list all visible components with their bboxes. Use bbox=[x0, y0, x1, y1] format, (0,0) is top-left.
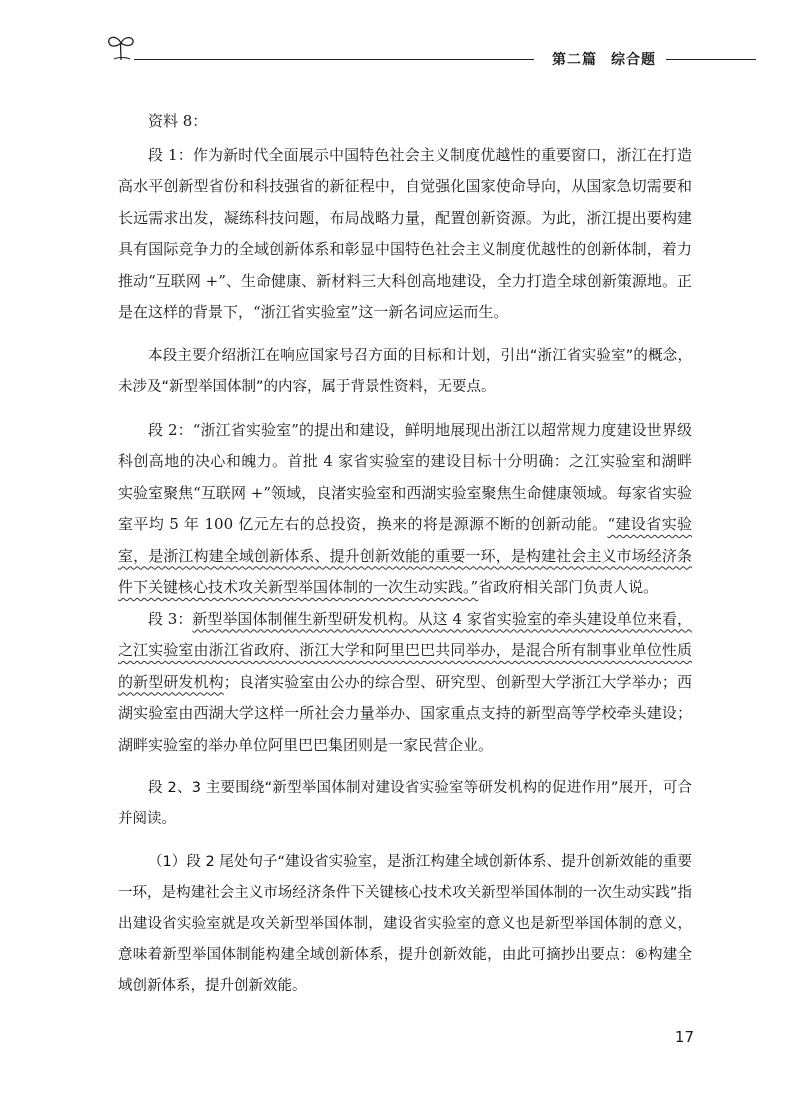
paragraph-2 bbox=[118, 415, 692, 604]
paragraph-2-attribution: 省政府相关部门负责人说。 bbox=[478, 578, 659, 596]
material-label: 资料 8： bbox=[148, 112, 208, 130]
header-title bbox=[552, 49, 656, 69]
analysis-2: 段 2、3 主要围绕“新型举国体制对建设省实验室等研发机构的促进作用”展开，可合并阅读。 bbox=[118, 780, 692, 827]
analysis-3: （1）段 2 尾处句子“建设省实验室，是浙江构建全域创新体系、提升创新效能的重要一环，是构建社会主义市场经济条件下关键核心技术攻关新型举国体制的一次生动实践”指出建设省实验室就是攻关新型举国体制，建设省实验室的意义也是新型举国体制的意义，意味着新型举国体制能构建全域创新体系，提升创新效能，由此可摘抄出要点：⑥构建全域创新体系，提升创新效能。 bbox=[118, 854, 692, 994]
header-rule-right bbox=[666, 59, 756, 60]
paragraph-3-highlight-2: 从这 4 家省实验室的牵头建设单位来看，之江实验室由浙江省政府、浙江大学和阿里巴巴共同举办，是混合所有制事业单位性质的新型研发机构 bbox=[118, 609, 692, 691]
page-content bbox=[118, 106, 692, 1002]
sprout-icon bbox=[104, 32, 138, 62]
paragraph-3 bbox=[118, 604, 692, 762]
paragraph-2-text: 段 2：“浙江省实验室”的提出和建设，鲜明地展现出浙江以超常规力度建设世界级科创高地的决心和魄力。首批 4 家省实验室的建设目标十分明确：之江实验室和湖畔实验室聚焦“互联网 +”领域，良渚实验室和西湖实验室聚焦生命健康领域。每家省实验室平均 5 年 100 亿元左右的总投资，换来的将是源源不断的创新动能。 bbox=[118, 420, 692, 533]
header-part: 第二篇 bbox=[552, 52, 597, 68]
page-number: 17 bbox=[674, 1028, 694, 1046]
paragraph-1: 段 1：作为新时代全面展示中国特色社会主义制度优越性的重要窗口，浙江在打造高水平创新型省份和科技强省的新征程中，自觉强化国家使命导向，从国家急切需要和长远需求出发，凝练科技问题，布局战略力量，配置创新资源。为此，浙江提出要构建具有国际竞争力的全域创新体系和彰显中国特色社会主义制度优越性的创新体制，着力推动“互联网 +”、生命健康、新材料三大科创高地建设，全力打造全球创新策源地。正是在这样的背景下，“浙江省实验室”这一新名词应运而生。 bbox=[118, 145, 692, 321]
header-section: 综合题 bbox=[611, 52, 656, 68]
paragraph-3-highlight-1: 新型举国体制催生新型研发机构。 bbox=[192, 609, 418, 628]
paragraph-3-text: ；良渚实验室由公办的综合型、研究型、创新型大学浙江大学举办；西湖实验室由西湖大学这样一所社会力量举办、国家重点支持的新型高等学校牵头建设；湖畔实验室的举办单位阿里巴巴集团则是一家民营企业。 bbox=[118, 672, 692, 754]
page-header bbox=[112, 34, 756, 68]
paragraph-3-label: 段 3： bbox=[148, 609, 193, 628]
header-rule-left bbox=[134, 59, 534, 60]
analysis-1: 本段主要介绍浙江在响应国家号召方面的目标和计划，引出“浙江省实验室”的概念，未涉及“新型举国体制”的内容，属于背景性资料，无要点。 bbox=[118, 347, 692, 395]
paragraph-2-highlight: “建设省实验室，是浙江构建全域创新体系、提升创新效能的重要一环，是构建社会主义市场经济条件下关键核心技术攻关新型举国体制的一次生动实践。” bbox=[118, 515, 693, 596]
